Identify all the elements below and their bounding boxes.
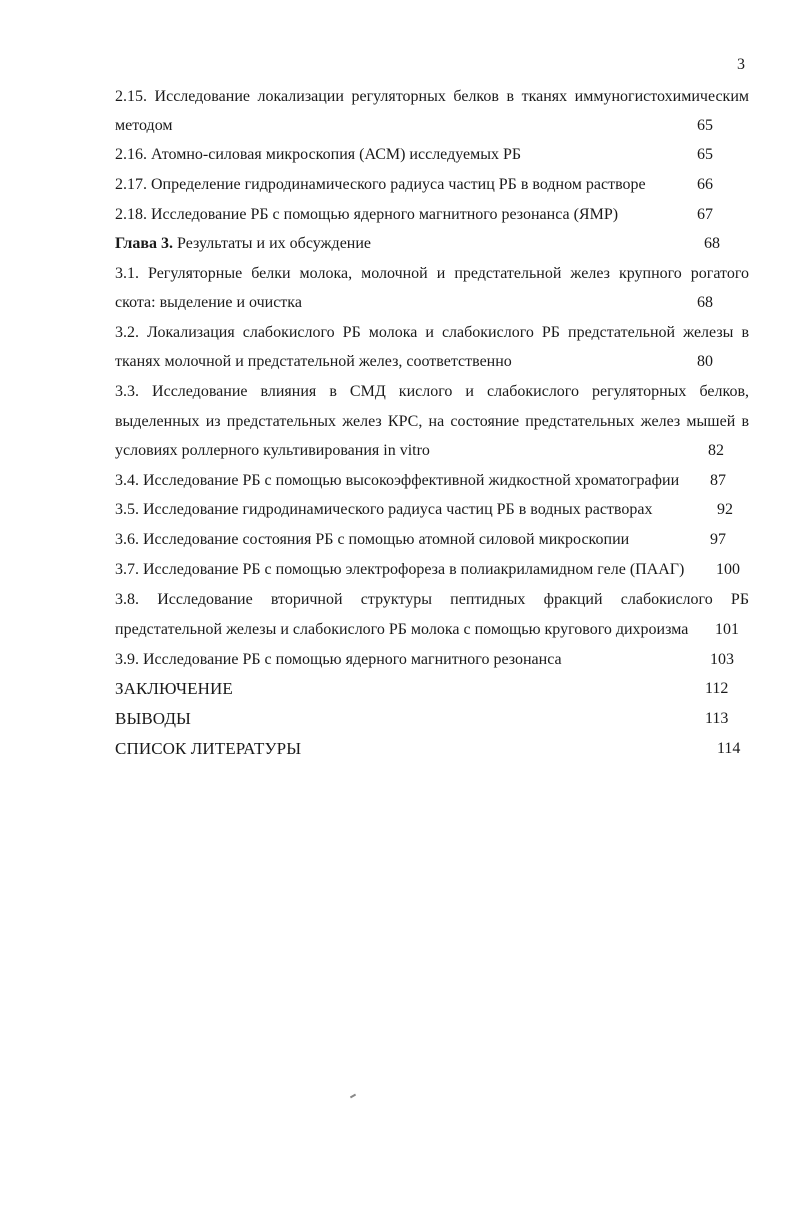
toc-entry-3-3-page: 82 [708, 442, 724, 459]
toc-entry-2-18-page: 67 [697, 206, 713, 223]
toc-entry-3-6-page: 97 [710, 531, 726, 548]
toc-entry-2-17-page: 66 [697, 176, 713, 193]
toc-entry-2-15-page: 65 [697, 117, 713, 134]
toc-entry-2-16-page: 65 [697, 146, 713, 163]
chapter-title: Результаты и их обсуждение [173, 235, 372, 252]
toc-references: СПИСОК ЛИТЕРАТУРЫ [115, 739, 302, 758]
toc-entry-3-1-page: 68 [697, 294, 713, 311]
toc-entry-3-1-line1: 3.1. Регуляторные белки молока, молочной и предстательной желез крупного рогатого [115, 265, 749, 282]
toc-entry-3-3-line2: выделенных из предстательных желез КРС, на состояние предстательных желез мышей в [115, 413, 749, 430]
toc-entry-3-8-page: 101 [715, 621, 739, 638]
toc-entry-2-17: 2.17. Определение гидродинамического радиуса частиц РБ в водном растворе [115, 176, 646, 193]
toc-entry-3-7-page: 100 [716, 561, 740, 578]
toc-entry-3-1-line2: скота: выделение и очистка [115, 294, 302, 311]
toc-entry-3-3-line1: 3.3. Исследование влияния в СМД кислого и слабокислого регуляторных белков, [115, 383, 749, 400]
toc-entry-3-2-line2: тканях молочной и предстательной желез, соответственно [115, 353, 512, 370]
toc-entry-2-15-line1: 2.15. Исследование локализации регуляторных белков в тканях иммуногистохимическим [115, 88, 749, 105]
toc-entry-3-6: 3.6. Исследование состояния РБ с помощью атомной силовой микроскопии [115, 531, 630, 548]
toc-entry-2-16: 2.16. Атомно-силовая микроскопия (АСМ) исследуемых РБ [115, 146, 522, 163]
toc-findings: ВЫВОДЫ [115, 709, 191, 728]
toc-entry-3-5: 3.5. Исследование гидродинамического радиуса частиц РБ в водных растворах [115, 501, 653, 518]
toc-entry-3-9: 3.9. Исследование РБ с помощью ядерного магнитного резонанса [115, 651, 562, 668]
toc-entry-3-8-line2: предстательной железы и слабокислого РБ молока с помощью кругового дихроизма [115, 621, 689, 638]
toc-conclusion-page: 112 [705, 680, 729, 697]
toc-entry-3-2-line1: 3.2. Локализация слабокислого РБ молока и слабокислого РБ предстательной железы в [115, 324, 749, 341]
toc-findings-page: 113 [705, 710, 729, 727]
toc-chapter-3 [115, 234, 371, 254]
toc-entry-3-9-page: 103 [710, 651, 734, 668]
toc-entry-2-15-line2: методом [115, 117, 173, 134]
toc-entry-2-18: 2.18. Исследование РБ с помощью ядерного магнитного резонанса (ЯМР) [115, 206, 619, 223]
toc-entry-3-5-page: 92 [717, 501, 733, 518]
toc-entry-3-7: 3.7. Исследование РБ с помощью электрофореза в полиакриламидном геле (ПААГ) [115, 561, 685, 578]
toc-entry-3-3-line3: условиях роллерного культивирования in vitro [115, 442, 430, 459]
toc-entry-3-4-page: 87 [710, 472, 726, 489]
toc-entry-3-4: 3.4. Исследование РБ с помощью высокоэффективной жидкостной хроматографии [115, 472, 680, 489]
toc-conclusion: ЗАКЛЮЧЕНИЕ [115, 679, 233, 698]
toc-entry-3-8-line1: 3.8. Исследование вторичной структуры пептидных фракций слабокислого РБ [115, 591, 749, 608]
toc-entry-3-2-page: 80 [697, 353, 713, 370]
page-number: 3 [737, 56, 745, 73]
scan-speck [350, 1094, 356, 1099]
toc-chapter-3-page: 68 [704, 235, 720, 252]
toc-references-page: 114 [717, 740, 741, 757]
chapter-label: Глава 3. [115, 235, 173, 252]
